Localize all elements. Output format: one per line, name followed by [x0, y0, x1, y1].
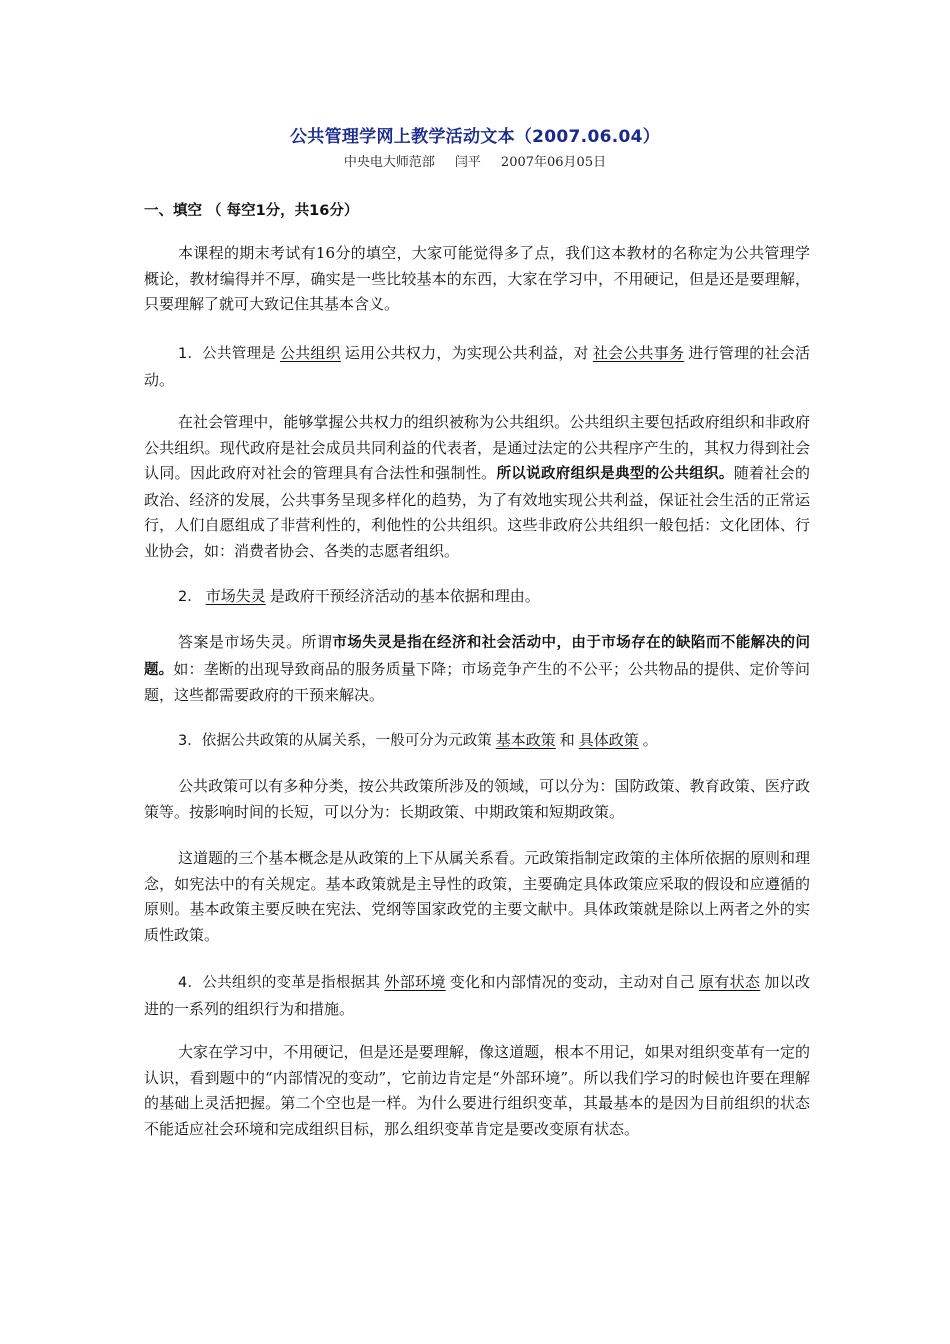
- q4-answer-1: 外部环境: [384, 973, 446, 991]
- question-2: [144, 584, 810, 611]
- q4-answer-2: 原有状态: [698, 973, 761, 991]
- document-byline: [0, 151, 950, 170]
- question-3: [144, 728, 810, 755]
- explanation-4: [144, 846, 810, 948]
- p2-text-b: 如：垄断的出现导致商品的服务质量下降；市场竞争产生的不公平；公共物品的提供、定价等问题，这些都需要政府的干预来解决。: [144, 659, 810, 704]
- p2-text-a: 答案是市场失灵。所谓: [178, 633, 333, 651]
- q1-answer-1: 公共组织: [279, 344, 341, 362]
- q2-suffix: 是政府干预经济活动的基本依据和理由。: [269, 587, 540, 605]
- explanation-2: [144, 630, 810, 709]
- q4-suffix: 加以改进的一系列的组织行为和措施。: [144, 973, 810, 1018]
- explanation-3: [144, 774, 810, 825]
- intro-paragraph: [144, 241, 810, 318]
- p3-text: 公共政策可以有多种分类，按公共政策所涉及的领域，可以分为：国防政策、教育政策、医疗政策等。按影响时间的长短，可以分为：长期政策、中期政策和短期政策。: [144, 777, 810, 821]
- intro-text: 本课程的期末考试有16分的填空，大家可能觉得多了点，我们这本教材的名称定为公共管理学概论，教材编得并不厚，确实是一些比较基本的东西，大家在学习中，不用硬记，但是还是要理解，只要理解了就可大致记住其基本含义。: [144, 244, 810, 313]
- section-heading: 一、填空 （ 每空1分，共16分）: [144, 203, 359, 219]
- q1-prefix: 1．公共管理是: [178, 346, 276, 362]
- explanation-5: [144, 1040, 810, 1142]
- q1-answer-2: 社会公共事务: [592, 344, 685, 362]
- p1-text-b: 随着社会的政治、经济的发展，公共事务呈现多样化的趋势，为了有效地实现公共利益，保证社会生活的正常运行，人们自愿组成了非营利性的，利他性的公共组织。这些非政府公共组织一般包括：文化团体、行业协会，如：消费者协会、各类的志愿者组织。: [144, 464, 810, 560]
- q1-mid: 运用公共权力，为实现公共利益，对: [344, 344, 589, 362]
- author-unit: 中央电大师范部: [343, 155, 435, 170]
- q2-prefix: 2．: [178, 589, 202, 605]
- q3-answer-1: 基本政策: [495, 731, 556, 749]
- explanation-1: [144, 410, 810, 564]
- question-1: [144, 341, 810, 393]
- q3-answer-2: 具体政策: [578, 731, 639, 749]
- q3-mid: 和: [559, 731, 575, 749]
- q1-suffix: 进行管理的社会活动。: [144, 344, 810, 389]
- document-date: 2007年06月05日: [500, 155, 607, 170]
- q3-prefix: 3．依据公共政策的从属关系，一般可分为元政策: [178, 733, 492, 749]
- q4-prefix: 4．公共组织的变革是指根据其: [178, 975, 381, 991]
- p5-text: 大家在学习中，不用硬记，但是还是要理解，像这道题，根本不用记，如果对组织变革有一定的认识，看到题中的“内部情况的变动”，它前边肯定是“外部环境”。所以我们学习的时候也许要在理解的基础上灵活把握。第二个空也是一样。为什么要进行组织变革，其最基本的是因为目前组织的状态不能适应社会环境和完成组织目标，那么组织变革肯定是要改变原有状态。: [144, 1043, 810, 1138]
- question-4: [144, 970, 810, 1022]
- author-name: 闫平: [454, 155, 481, 170]
- q3-suffix: 。: [642, 731, 658, 749]
- p2-bold: 市场失灵是指在经济和社会活动中，由于市场存在的缺陷而不能解决的问题。: [144, 635, 810, 678]
- p4-text: 这道题的三个基本概念是从政策的上下从属关系看。元政策指制定政策的主体所依据的原则和理念，如宪法中的有关规定。基本政策就是主导性的政策，主要确定具体政策应采取的假设和应遵循的原则。基本政策主要反映在宪法、党纲等国家政党的主要文献中。具体政策就是除以上两者之外的实质性政策。: [144, 849, 810, 944]
- p1-bold: 所以说政府组织是典型的公共组织。: [496, 466, 734, 482]
- document-title: 公共管理学网上教学活动文本（2007.06.04）: [289, 127, 661, 147]
- q2-answer-1: 市场失灵: [205, 587, 266, 605]
- q4-mid: 变化和内部情况的变动，主动对自己: [449, 973, 695, 991]
- p1-text-a: 在社会管理中，能够掌握公共权力的组织被称为公共组织。公共组织主要包括政府组织和非政府公共组织。现代政府是社会成员共同利益的代表者，是通过法定的公共程序产生的，其权力得到社会认同。因此政府对社会的管理具有合法性和强制性。: [144, 413, 810, 482]
